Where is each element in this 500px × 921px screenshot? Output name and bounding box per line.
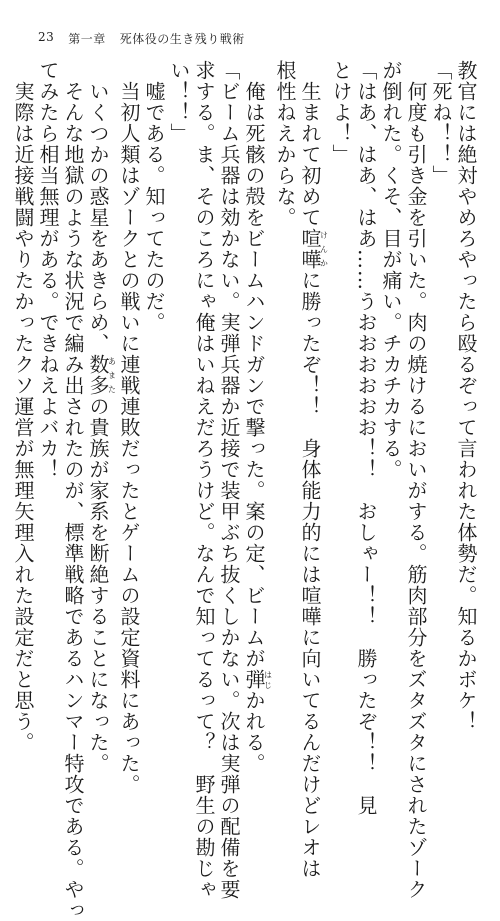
text-line: [241, 60, 273, 774]
vertical-body-text: [11, 60, 478, 921]
text-line: 教官には絶対やめろやったら殴るぞって言われた体勢だ。知るかボケ！: [454, 60, 478, 732]
page-number: 23: [38, 30, 55, 44]
text-line: そんな地獄のような状況で編み出されたのが、標準戦略であるハンマー特攻である。やっ: [61, 60, 85, 921]
text-line: い！！」: [167, 60, 191, 144]
text-line: 実際は近接戦闘やりたかったクソ運営が無理矢理入れた設定だと思う。: [11, 60, 35, 753]
text-segment: 生まれて初めて: [298, 60, 322, 228]
text-line: 「死ね！！」: [429, 60, 453, 186]
ruby-annotation: [242, 669, 273, 690]
ruby-annotation: [298, 228, 329, 270]
ruby-reading: はじ: [263, 669, 273, 690]
text-line: 「はあ、はあ、はあ……うおおおおおお！！ おしゃー！！ 勝ったぞ！！ 見: [354, 60, 378, 816]
ruby-reading: あまた: [107, 354, 117, 396]
text-line: [85, 60, 117, 774]
text-line: が倒れた。くそ、目が痛い。チカチカする。: [379, 60, 403, 480]
text-segment: の貴族が家系を断絶することになった。: [86, 396, 110, 774]
text-line: とけよ！」: [329, 60, 353, 165]
text-segment: いくつかの惑星をあきらめ、: [86, 60, 110, 354]
text-line: 根性ねえからな。: [273, 60, 297, 228]
ruby-reading: けんか: [319, 228, 329, 270]
ruby-base: 喧嘩: [298, 228, 322, 270]
chapter-title: 死体役の生き残り戦術: [119, 32, 245, 46]
ruby-base: 数多: [86, 354, 110, 396]
running-header: [38, 30, 245, 47]
text-segment: 俺は死骸の殻をビームハンドガンで撃った。案の定、ビームが: [242, 60, 266, 669]
text-line: 求する。ま、そのころにゃ俺はいねえだろうけど。なんで知ってるって？ 野生の勘じゃ: [192, 60, 216, 900]
chapter-label: 第一章: [68, 32, 106, 46]
text-line: 嘘である。知ってたのだ。: [142, 60, 166, 333]
text-line: てみたら相当無理がある。できねえよバカ！: [36, 60, 60, 480]
text-line: 当初人類はゾークとの戦いに連戦連敗だったとゲームの設定資料にあった。: [117, 60, 141, 795]
text-segment: に勝ったぞ！！ 身体能力的には喧嘩に向いてるんだけどレオは: [298, 270, 322, 879]
ruby-annotation: [86, 354, 117, 396]
text-segment: かれる。: [242, 690, 266, 774]
text-line: 「ビーム兵器は効かない。実弾兵器か近接で装甲ぶち抜くしかない。次は実弾の配備を要: [217, 60, 241, 900]
text-line: 何度も引き金を引いた。肉の焼けるにおいがする。筋肉部分をズタズタにされたゾーク: [404, 60, 428, 900]
ruby-base: 弾: [242, 669, 266, 690]
text-line: [297, 60, 329, 879]
